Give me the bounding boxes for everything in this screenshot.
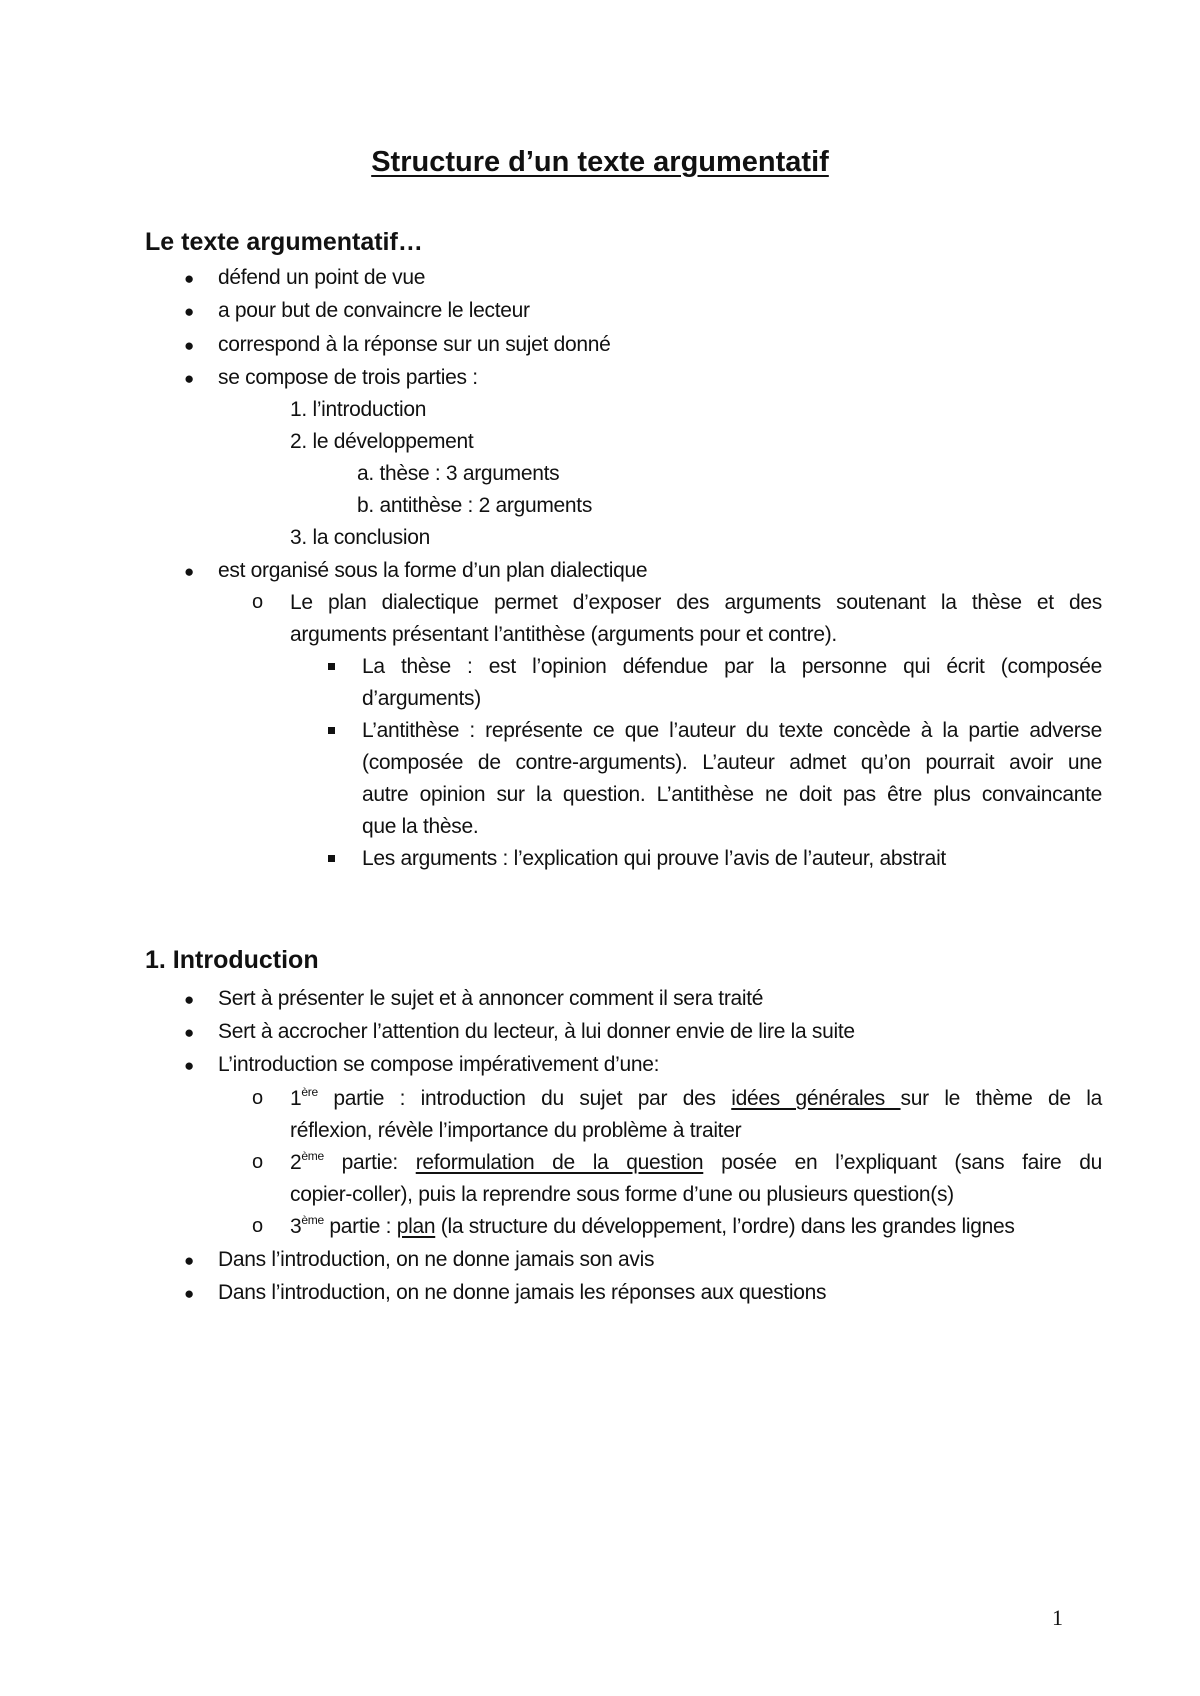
antithese-text-line: autre opinion sur la question. L’antithèse ne doit pas être plus convaincante (362, 783, 1102, 806)
square-bullet-icon (328, 727, 335, 734)
bullet-icon: ● (184, 302, 195, 321)
intro-part-text: partie: (323, 1151, 416, 1174)
square-bullet-icon (328, 855, 335, 862)
intro-part-text: partie : (323, 1215, 397, 1238)
antithese-text-line: que la thèse. (362, 815, 479, 838)
circle-bullet-icon: o (252, 591, 264, 613)
list-item: défend un point de vue (218, 266, 426, 289)
bullet-icon: ● (184, 1284, 195, 1303)
list-item: Sert à présenter le sujet et à annoncer comment il sera traité (218, 987, 764, 1010)
list-item: correspond à la réponse sur un sujet donné (218, 333, 611, 356)
circle-bullet-icon: o (252, 1215, 264, 1237)
underlined-phrase: reformulation de la question (415, 1151, 704, 1174)
arguments-text-line: Les arguments : l’explication qui prouve l’avis de l’auteur, abstrait (362, 847, 946, 870)
page-number: 1 (1052, 1605, 1063, 1630)
list-item: Dans l’introduction, on ne donne jamais les réponses aux questions (218, 1281, 827, 1304)
ordinal-suffix: ème (301, 1213, 324, 1227)
list-item: L’introduction se compose impérativement d’une: (218, 1053, 660, 1076)
antithese-text-line: L’antithèse : représente ce que l’auteur du texte concède à la partie adverse (362, 719, 1102, 742)
list-item: se compose de trois parties : (218, 366, 478, 389)
underlined-phrase: idées générales (731, 1087, 901, 1110)
bullet-icon: ● (184, 1056, 195, 1075)
ordinal-suffix: ème (301, 1149, 324, 1163)
plan-text-line: arguments présentant l’antithèse (arguments pour et contre). (290, 623, 837, 646)
intro-part-1-line2: réflexion, révèle l’importance du problème à traiter (290, 1119, 742, 1142)
these-text-line: La thèse : est l’opinion défendue par la personne qui écrit (composée (362, 655, 1102, 678)
list-item: Sert à accrocher l’attention du lecteur, à lui donner envie de lire la suite (218, 1020, 855, 1043)
intro-part-2-line2: copier-coller), puis la reprendre sous forme d’une ou plusieurs question(s) (290, 1183, 954, 1206)
list-item: a pour but de convaincre le lecteur (218, 299, 530, 322)
part-item: 3. la conclusion (290, 526, 430, 549)
bullet-icon: ● (184, 1251, 195, 1270)
ordinal-suffix: ère (301, 1085, 318, 1099)
bullet-icon: ● (184, 269, 195, 288)
part-item: 2. le développement (290, 430, 474, 453)
bullet-icon: ● (184, 990, 195, 1009)
intro-part-text: (la structure du développement, l’ordre) dans les grandes lignes (435, 1215, 1015, 1238)
list-item: est organisé sous la forme d’un plan dialectique (218, 559, 648, 582)
ordinal-number: 3 (290, 1215, 302, 1238)
plan-text-line: Le plan dialectique permet d’exposer des arguments soutenant la thèse et des (290, 591, 1102, 614)
intro-part-3 (290, 1214, 1015, 1239)
intro-part-2 (290, 1150, 1102, 1175)
intro-part-text: posée en l’expliquant (sans faire du (703, 1151, 1102, 1174)
underlined-phrase: plan (396, 1215, 436, 1238)
circle-bullet-icon: o (252, 1151, 264, 1173)
antithese-text-line: (composée de contre-arguments). L’auteur admet qu’on pourrait avoir une (362, 751, 1102, 774)
sub-part-item: a. thèse : 3 arguments (357, 462, 560, 485)
intro-part-text: sur le thème de la (900, 1087, 1102, 1110)
list-item: Dans l’introduction, on ne donne jamais son avis (218, 1248, 655, 1271)
page-title: Structure d’un texte argumentatif (371, 146, 829, 178)
section-heading-texte-argumentatif: Le texte argumentatif… (145, 228, 423, 256)
section-heading-introduction: 1. Introduction (145, 946, 319, 974)
intro-part-text: partie : introduction du sujet par des (317, 1087, 732, 1110)
sub-part-item: b. antithèse : 2 arguments (357, 494, 593, 517)
ordinal-number: 2 (290, 1151, 302, 1174)
ordinal-number: 1 (290, 1087, 302, 1110)
bullet-icon: ● (184, 336, 195, 355)
square-bullet-icon (328, 663, 335, 670)
bullet-icon: ● (184, 369, 195, 388)
intro-part-1 (290, 1086, 1102, 1111)
bullet-icon: ● (184, 1023, 195, 1042)
these-text-line: d’arguments) (362, 687, 481, 710)
bullet-icon: ● (184, 562, 195, 581)
circle-bullet-icon: o (252, 1087, 264, 1109)
part-item: 1. l’introduction (290, 398, 427, 421)
